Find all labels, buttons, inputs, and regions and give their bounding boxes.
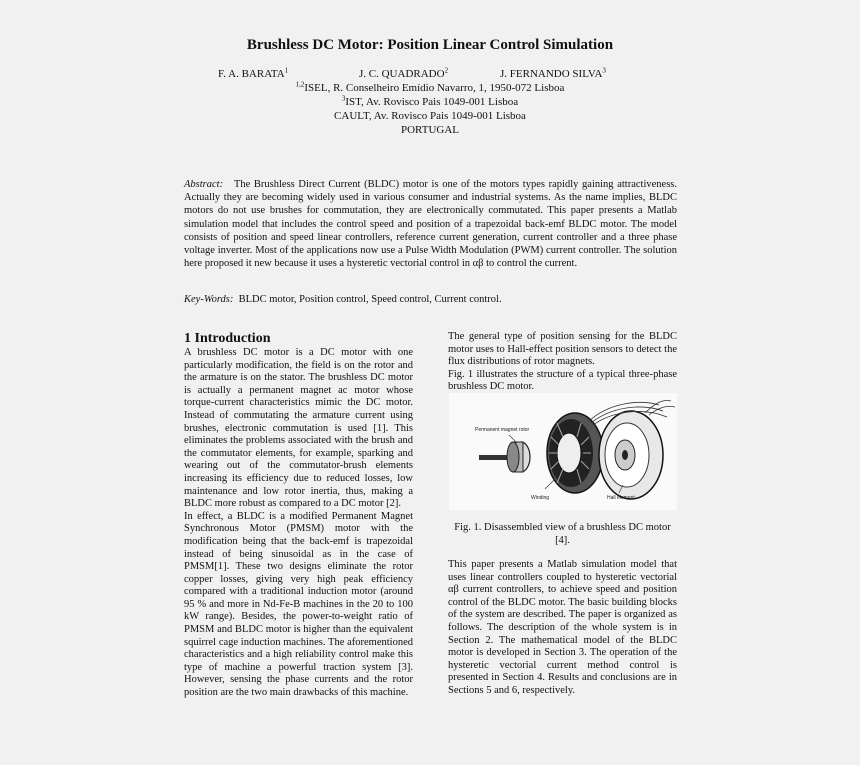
affiliation-1: $^{1,2}$ISEL, R. Conselheiro Emídio Navarro, 1, 1950-072 Lisboa (295, 80, 565, 94)
right-paragraph-3: This paper presents a Matlab simulation model that uses linear controllers coupled to hysteretic vectorial αβ current controllers, to achieve speed and position control of the BLDC motor. The basic building blocks of the system are described. The paper is organized as follows. The description of the whole system is in Section 2. The mathematical model of the BLDC motor is developed in Section 3. The operation of the hysteretic vectorial current method control is presented in Section 4. Results and conclusions are in Sections 5 and 6, respectively. (448, 559, 677, 696)
author-2: J. C. QUADRADO$^2$ (359, 66, 449, 80)
section-heading: 1 Introduction (184, 331, 271, 346)
motor-figure (449, 393, 677, 510)
figure-label-hall: Hall element (607, 495, 635, 501)
affiliation-country: PORTUGAL (400, 124, 459, 136)
disassembled-motor-illustration (449, 393, 677, 510)
affiliation-3: CAULT, Av. Rovisco Pais 1049-001 Lisboa (334, 110, 526, 122)
keywords (184, 293, 677, 306)
author-1: F. A. BARATA$^1$ (218, 66, 289, 80)
intro-paragraph-2: In effect, a BLDC is a modified Permanent Magnet Synchronous Motor (PMSM) motor with the modification being that the back-emf is trapezoidal instead of being sinusoidal as in the case of PMSM[1]. These two designs eliminate the rotor copper losses, giving very high peak efficiency compared with a traditional induction motor (around 95 % and more in Nd-Fe-B machines in the 20 to 100 kW range). Besides, the power-to-weight ratio of PMSM and BLDC motor is higher than the equivalent squirrel cage induction machines. The aforementioned characteristics and a high reliability control make this type of machine a powerful traction system [3]. However, sensing the phase currents and the rotor position are the two main drawbacks of this machine. (184, 510, 413, 699)
intro-paragraph-1: A brushless DC motor is a DC motor with one particularly modification, the field is on the rotor and the armature is on the stator. The brushless DC motor is actually a permanent magnet ac motor whose torque-current characteristics mimic the DC motor. Instead of commutating the armature current using brushes, electronic commutation is used [1]. This eliminates the problems associated with the brush and the commutator elements, for example, sparking and wearing out of the commutator-brush elements increasing its efficiency due to reduced losses, low maintenance and low rotor inertia, thus, making a BLDC more robust as compared to a DC motor [2]. (184, 347, 413, 510)
right-column-top (448, 331, 677, 394)
figure-caption: Fig. 1. Disassembled view of a brushless DC motor [4]. (454, 522, 671, 546)
abstract-text: The Brushless Direct Current (BLDC) motor is one of the motors types rapidly gaining attractiveness. Actually they are becoming widely used in various consumer and industrial systems. As the name implies, BLDC motors do not use brushes for commutation, they are electronically commutated. This paper presents a Matlab simulation model that includes the control speed and position of a trapezoidal back-emf BLDC motor. The model consists of position and speed linear controllers, reference current generation, current controller and a three phase voltage inverter. Most of the applications now use a Pulse Width Modulation (PWM) current controller. The solution here proposed it new because it uses a hysteretic vectorial control in αβ to control the current. (184, 179, 677, 270)
author-3: J. FERNANDO SILVA$^3$ (500, 66, 606, 80)
keywords-label: Key-Words: (184, 294, 234, 305)
figure-label-rotor: Permanent magnet rotor (475, 427, 530, 433)
right-column-bottom (448, 559, 677, 698)
right-paragraph-2: Fig. 1 illustrates the structure of a typical three-phase brushless DC motor. (448, 368, 677, 393)
right-paragraph-1: The general type of position sensing for the BLDC motor uses to Hall-effect position sensors to detect the flux distributions of rotor magnets. (448, 331, 677, 368)
affiliation-2: $^3$IST, Av. Rovisco Pais 1049-001 Lisboa (341, 94, 519, 108)
left-column (184, 331, 413, 700)
keywords-text: BLDC motor, Position control, Speed control, Current control. (238, 294, 502, 305)
abstract-label: Abstract: (184, 179, 224, 190)
abstract (184, 178, 677, 270)
paper-title: Brushless DC Motor: Position Linear Control Simulation (246, 37, 614, 53)
figure-label-winding: Winding (531, 495, 550, 501)
